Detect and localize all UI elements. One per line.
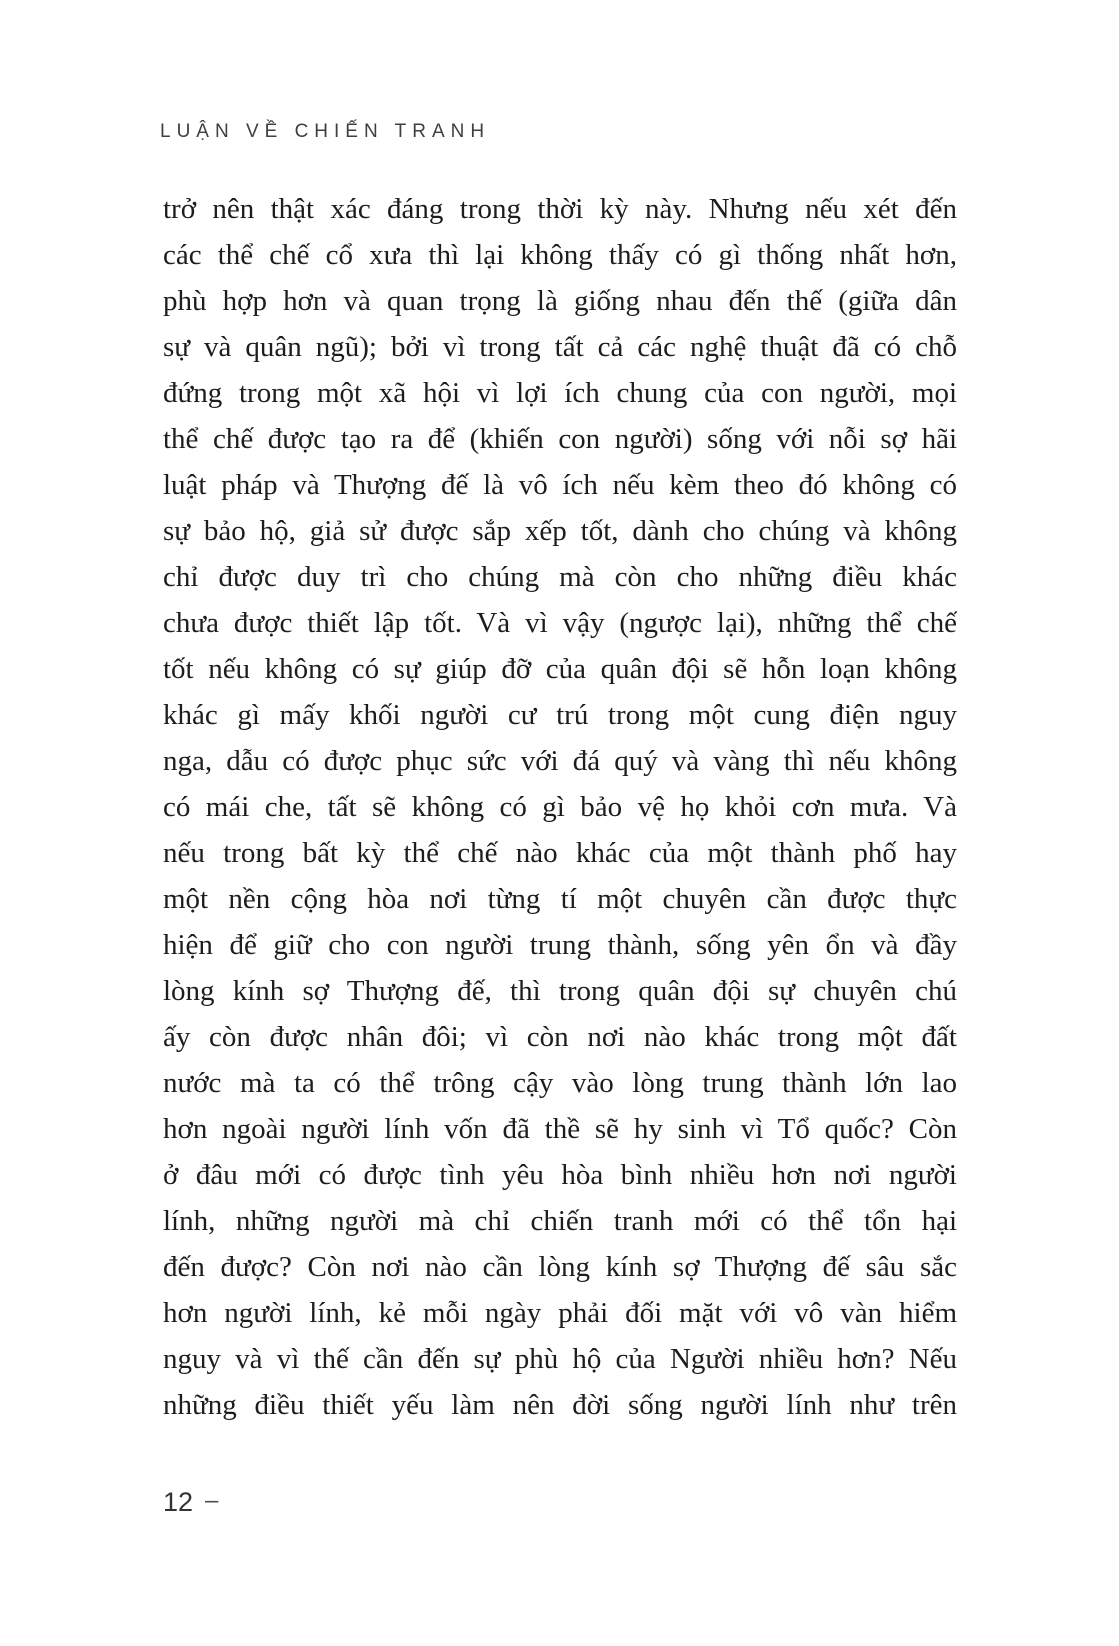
text-line: phù hợp hơn và quan trọng là giống nhau đến thế (giữa dân xyxy=(163,285,957,317)
text-line: sự và quân ngũ); bởi vì trong tất cả các nghệ thuật đã có chỗ xyxy=(163,331,957,363)
text-line: lòng kính sợ Thượng đế, thì trong quân đội sự chuyên chú xyxy=(163,975,957,1007)
text-line: luật pháp và Thượng đế là vô ích nếu kèm theo đó không có xyxy=(163,469,957,501)
text-line: chỉ được duy trì cho chúng mà còn cho những điều khác xyxy=(163,561,957,593)
text-line: nga, dẫu có được phục sức với đá quý và vàng thì nếu không xyxy=(163,745,957,777)
text-line: chưa được thiết lập tốt. Và vì vậy (ngược lại), những thể chế xyxy=(163,607,957,639)
text-line: hiện để giữ cho con người trung thành, sống yên ổn và đầy xyxy=(163,929,957,961)
running-header: LUẬN VỀ CHIẾN TRANH xyxy=(160,121,491,142)
page-number: 12 xyxy=(163,1487,194,1517)
text-line: một nền cộng hòa nơi từng tí một chuyên cần được thực xyxy=(163,883,957,915)
text-line: có mái che, tất sẽ không có gì bảo vệ họ khỏi cơn mưa. Và xyxy=(163,791,957,823)
text-line: hơn người lính, kẻ mỗi ngày phải đối mặt với vô vàn hiểm xyxy=(163,1297,957,1329)
text-line: tốt nếu không có sự giúp đỡ của quân đội sẽ hỗn loạn không xyxy=(163,653,957,685)
text-line: sự bảo hộ, giả sử được sắp xếp tốt, dành cho chúng và không xyxy=(163,515,957,547)
body-text xyxy=(163,186,957,1428)
text-line: nguy và vì thế cần đến sự phù hộ của Người nhiều hơn? Nếu xyxy=(163,1343,957,1375)
text-line: khác gì mấy khối người cư trú trong một cung điện nguy xyxy=(163,699,957,731)
text-line: thể chế được tạo ra để (khiến con người) sống với nỗi sợ hãi xyxy=(163,423,957,455)
text-line: đứng trong một xã hội vì lợi ích chung của con người, mọi xyxy=(163,377,957,409)
page-number-dash: – xyxy=(205,1486,219,1514)
text-line: nước mà ta có thể trông cậy vào lòng trung thành lớn lao xyxy=(163,1067,957,1099)
text-line: hơn ngoài người lính vốn đã thề sẽ hy sinh vì Tổ quốc? Còn xyxy=(163,1113,957,1145)
text-line: các thể chế cổ xưa thì lại không thấy có gì thống nhất hơn, xyxy=(163,239,957,271)
text-line: ở đâu mới có được tình yêu hòa bình nhiều hơn nơi người xyxy=(163,1159,957,1191)
text-line: nếu trong bất kỳ thể chế nào khác của một thành phố hay xyxy=(163,837,957,869)
text-line: đến được? Còn nơi nào cần lòng kính sợ Thượng đế sâu sắc xyxy=(163,1251,957,1283)
text-line: lính, những người mà chỉ chiến tranh mới có thể tổn hại xyxy=(163,1205,957,1237)
text-line: trở nên thật xác đáng trong thời kỳ này. Nhưng nếu xét đến xyxy=(163,193,957,225)
text-line: ấy còn được nhân đôi; vì còn nơi nào khác trong một đất xyxy=(163,1021,957,1053)
page-footer xyxy=(163,1487,218,1518)
text-line: những điều thiết yếu làm nên đời sống người lính như trên xyxy=(163,1389,957,1421)
